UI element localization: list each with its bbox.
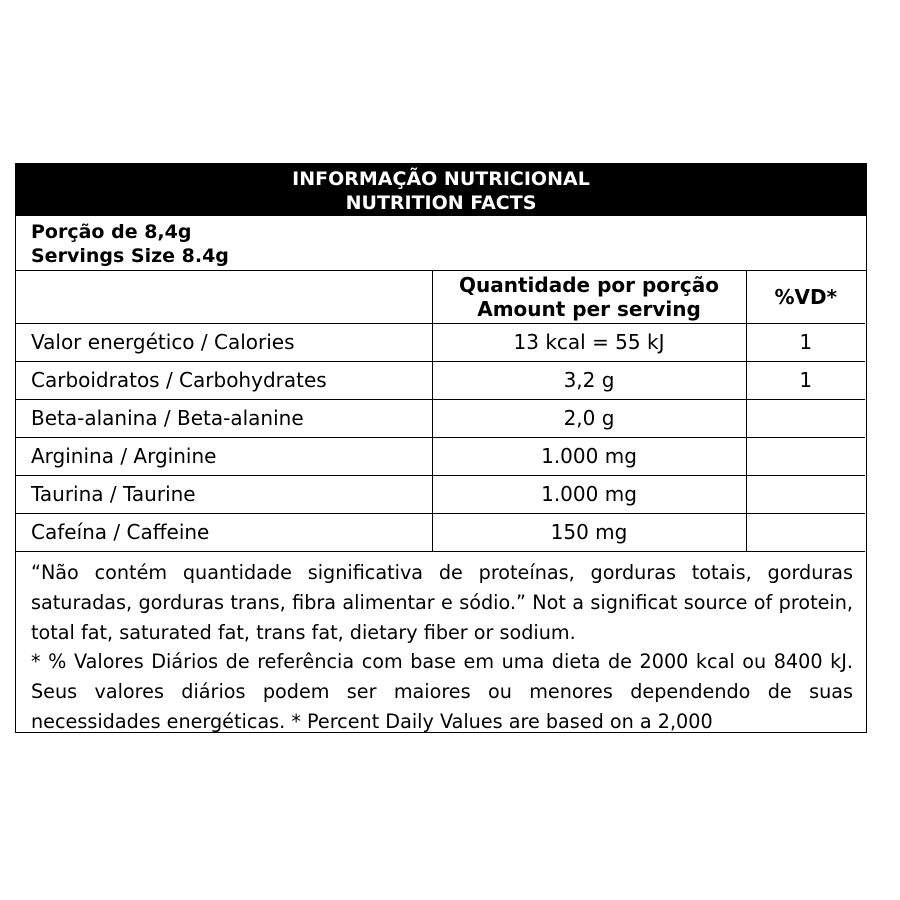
nutrient-daily-value bbox=[746, 513, 865, 551]
nutrient-daily-value bbox=[746, 475, 865, 513]
nutrient-name: Carboidratos / Carbohydrates bbox=[16, 361, 432, 399]
nutrient-amount: 13 kcal = 55 kJ bbox=[432, 323, 746, 361]
amount-header-portuguese: Quantidade por porção bbox=[459, 272, 719, 297]
serving-size-portuguese: Porção de 8,4g bbox=[31, 221, 192, 243]
nutrient-name: Valor energético / Calories bbox=[16, 323, 432, 361]
table-row bbox=[16, 513, 865, 551]
nutrient-column-header bbox=[16, 271, 432, 323]
title-english: NUTRITION FACTS bbox=[345, 192, 537, 214]
nutrient-daily-value bbox=[746, 437, 865, 475]
nutrient-amount: 3,2 g bbox=[432, 361, 746, 399]
table-row bbox=[16, 323, 865, 361]
nutrient-name: Taurina / Taurine bbox=[16, 475, 432, 513]
title-portuguese: INFORMAÇÃO NUTRICIONAL bbox=[292, 168, 590, 190]
serving-size bbox=[16, 216, 866, 271]
nutrient-amount: 150 mg bbox=[432, 513, 746, 551]
nutrient-daily-value: 1 bbox=[746, 361, 865, 399]
table-row bbox=[16, 361, 865, 399]
nutrient-daily-value bbox=[746, 399, 865, 437]
nutrient-amount: 1.000 mg bbox=[432, 437, 746, 475]
label-header bbox=[16, 164, 866, 216]
nutrient-amount: 2,0 g bbox=[432, 399, 746, 437]
nutrients-table bbox=[16, 271, 865, 552]
label-footnotes bbox=[16, 556, 865, 737]
daily-values-note: * % Valores Diários de referência com base em uma dieta de 2000 kcal ou 8400 kJ. Seus valores diários podem ser maiores ou menores dependendo de suas necessidades energéticas. * Percent Daily Values are based on a 2,000 bbox=[31, 650, 853, 733]
nutrient-daily-value: 1 bbox=[746, 323, 865, 361]
not-significant-note: “Não contém quantidade significativa de proteínas, gorduras totais, gorduras saturadas, gorduras trans, fibra alimentar e sódio.” Not a significat source of protein, total fat, saturated fat, trans fat, dietary fiber or sodium. bbox=[31, 561, 853, 644]
nutrient-amount: 1.000 mg bbox=[432, 475, 746, 513]
serving-size-english: Servings Size 8.4g bbox=[31, 245, 229, 267]
amount-column-header bbox=[432, 271, 746, 323]
table-row bbox=[16, 399, 865, 437]
amount-header-english: Amount per serving bbox=[477, 296, 701, 321]
nutrition-facts-label bbox=[15, 163, 867, 733]
nutrient-name: Cafeína / Caffeine bbox=[16, 513, 432, 551]
table-header-row bbox=[16, 271, 865, 323]
table-row bbox=[16, 475, 865, 513]
nutrient-name: Arginina / Arginine bbox=[16, 437, 432, 475]
daily-value-column-header: %VD* bbox=[746, 271, 865, 323]
nutrient-name: Beta-alanina / Beta-alanine bbox=[16, 399, 432, 437]
table-row bbox=[16, 437, 865, 475]
